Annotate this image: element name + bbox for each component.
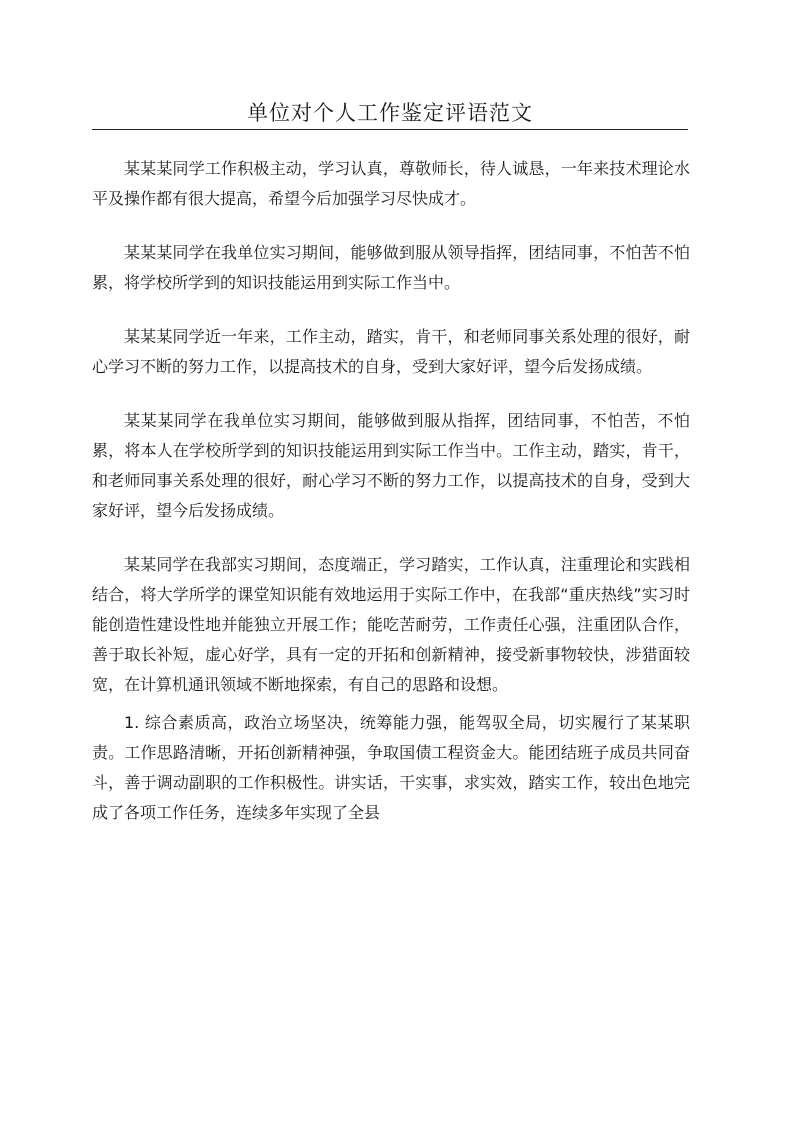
title-underline: [92, 129, 688, 130]
paragraph-5: 某某同学在我部实习期间，态度端正，学习踏实，工作认真，注重理论和实践相结合，将大学所学的课堂知识能有效地运用于实际工作中，在我部“重庆热线”实习时能创造性建设性地并能独立开展工作；能吃苦耐劳，工作责任心强，注重团队合作，善于取长补短，虚心好学，具有一定的开拓和创新精神，接受新事物较快，涉猎面较宽，在计算机通讯领域不断地探索，有自己的思路和设想。: [92, 555, 690, 694]
paragraph-4: 某某某同学在我单位实习期间，能够做到服从指挥，团结同事，不怕苦，不怕累，将本人在学校所学到的知识技能运用到实际工作当中。工作主动，踏实，肯干，和老师同事关系处理的很好，耐心学习不断的努力工作，以提高技术的自身，受到大家好评，望今后发扬成绩。: [92, 411, 690, 520]
paragraph-1: 某某某同学工作积极主动，学习认真，尊敬师长，待人诚恳，一年来技术理论水平及操作都有很大提高，希望今后加强学习尽快成才。: [92, 159, 690, 208]
paragraph-6: 1. 综合素质高，政治立场坚决，统筹能力强，能驾驭全局，切实履行了某某职责。工作思路清晰，开拓创新精神强，争取国债工程资金大。能团结班子成员共同奋斗，善于调动副职的工作积极性。讲实话，干实事，求实效，踏实工作，较出色地完成了各项工作任务，连续多年实现了全县: [92, 713, 690, 822]
paragraph-2: 某某某同学在我单位实习期间，能够做到服从领导指挥，团结同事，不怕苦不怕累，将学校所学到的知识技能运用到实际工作当中。: [92, 243, 690, 292]
paragraph-3: 某某某同学近一年来，工作主动，踏实，肯干，和老师同事关系处理的很好，耐心学习不断的努力工作，以提高技术的自身，受到大家好评，望今后发扬成绩。: [92, 327, 690, 376]
document-body: [92, 154, 690, 828]
document-title: 单位对个人工作鉴定评语范文: [247, 101, 533, 125]
